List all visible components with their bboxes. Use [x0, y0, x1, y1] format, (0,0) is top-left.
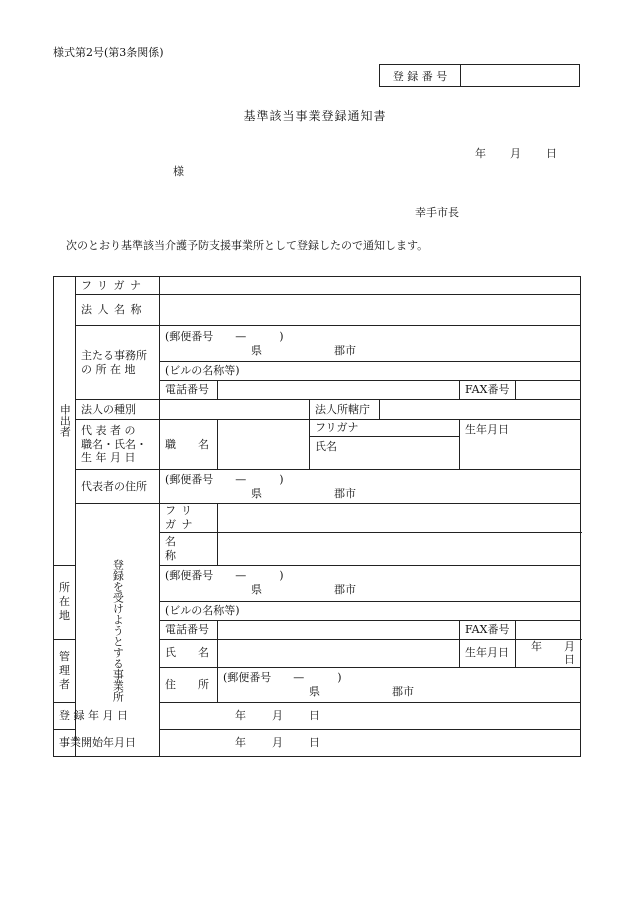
furigana-label: フリガナ — [76, 277, 160, 295]
document-title: 基準該当事業登録通知書 — [243, 109, 387, 123]
rep-furigana-label: フリガナ — [310, 420, 460, 437]
mgr-address-label: 住 所 — [160, 668, 218, 703]
start-date-label: 事業開始年月日 — [54, 730, 160, 757]
fac-furigana-field[interactable] — [218, 504, 581, 533]
date-month: 月 — [510, 147, 521, 160]
phone-label: 電話番号 — [160, 381, 218, 400]
fac-name-field[interactable] — [218, 532, 581, 565]
main-office-label: 主たる事務所 の 所 在 地 — [76, 326, 160, 400]
main-office-postal-field[interactable]: (郵便番号 — ) 県 郡市 — [160, 326, 581, 362]
fac-furigana-label: フリガナ — [160, 504, 218, 533]
fac-phone-field[interactable] — [218, 620, 460, 639]
corp-name-label: 法人名称 — [76, 295, 160, 326]
issuer: 幸手市長 — [415, 206, 459, 219]
mgr-birth-label: 生年月日 — [460, 639, 516, 668]
location-postal-field[interactable]: (郵便番号 — ) 県 郡市 — [160, 565, 581, 601]
fax-field[interactable] — [516, 381, 581, 400]
recipient-honorific: 様 — [173, 165, 184, 178]
reg-date-field[interactable]: 年 月 日 — [160, 703, 581, 730]
registration-form-table — [53, 276, 581, 757]
fac-fax-label: FAX番号 — [460, 620, 516, 639]
main-office-building-field[interactable]: (ビルの名称等) — [160, 362, 581, 381]
fac-name-label: 名 称 — [160, 532, 218, 565]
location-building-field[interactable]: (ビルの名称等) — [160, 601, 581, 620]
corp-furigana-field[interactable] — [160, 277, 581, 295]
mgr-name-label: 氏 名 — [160, 639, 218, 668]
corp-type-label: 法人の種別 — [76, 400, 160, 420]
position-field[interactable] — [218, 420, 310, 470]
rep-birth-field[interactable]: 生年月日 — [460, 420, 581, 470]
applicant-label: 申出者 — [54, 277, 76, 566]
form-number: 様式第2号(第3条関係) — [53, 46, 164, 59]
reg-date-label: 登 録 年 月 日 — [54, 703, 160, 730]
corp-authority-label: 法人所轄庁 — [310, 400, 380, 420]
rep-name-field[interactable]: 氏名 — [310, 437, 460, 470]
mgr-address-field[interactable]: (郵便番号 — ) 県 郡市 — [218, 668, 581, 703]
date-day: 日 — [546, 147, 557, 160]
representative-label: 代 表 者 の 職名・氏名・ 生 年 月 日 — [76, 420, 160, 470]
position-label: 職 名 — [160, 420, 218, 470]
intro-text: 次のとおり基準該当介護予防支援事業所として登録したので通知します。 — [66, 239, 429, 252]
mgr-name-field[interactable] — [218, 639, 460, 668]
start-date-field[interactable]: 年 月 日 — [160, 730, 581, 757]
registrant-label: 登録を受けようとする事業所 — [76, 504, 160, 757]
fac-fax-field[interactable] — [516, 620, 581, 639]
registration-number-label: 登 録 番 号 — [380, 65, 461, 87]
location-label: 所 在 地 — [54, 565, 76, 639]
mgr-birth-field[interactable]: 年 月日 — [516, 639, 581, 668]
manager-label: 管 理 者 — [54, 639, 76, 703]
rep-address-label: 代表者の住所 — [76, 470, 160, 504]
corp-type-field[interactable] — [160, 400, 310, 420]
fax-label: FAX番号 — [460, 381, 516, 400]
fac-phone-label: 電話番号 — [160, 620, 218, 639]
registration-number-field[interactable] — [461, 65, 580, 87]
registration-number-box — [379, 64, 580, 87]
corp-name-field[interactable] — [160, 295, 581, 326]
corp-authority-field[interactable] — [380, 400, 581, 420]
date-year: 年 — [475, 147, 486, 160]
phone-field[interactable] — [218, 381, 460, 400]
rep-address-field[interactable]: (郵便番号 — ) 県 郡市 — [160, 470, 581, 504]
